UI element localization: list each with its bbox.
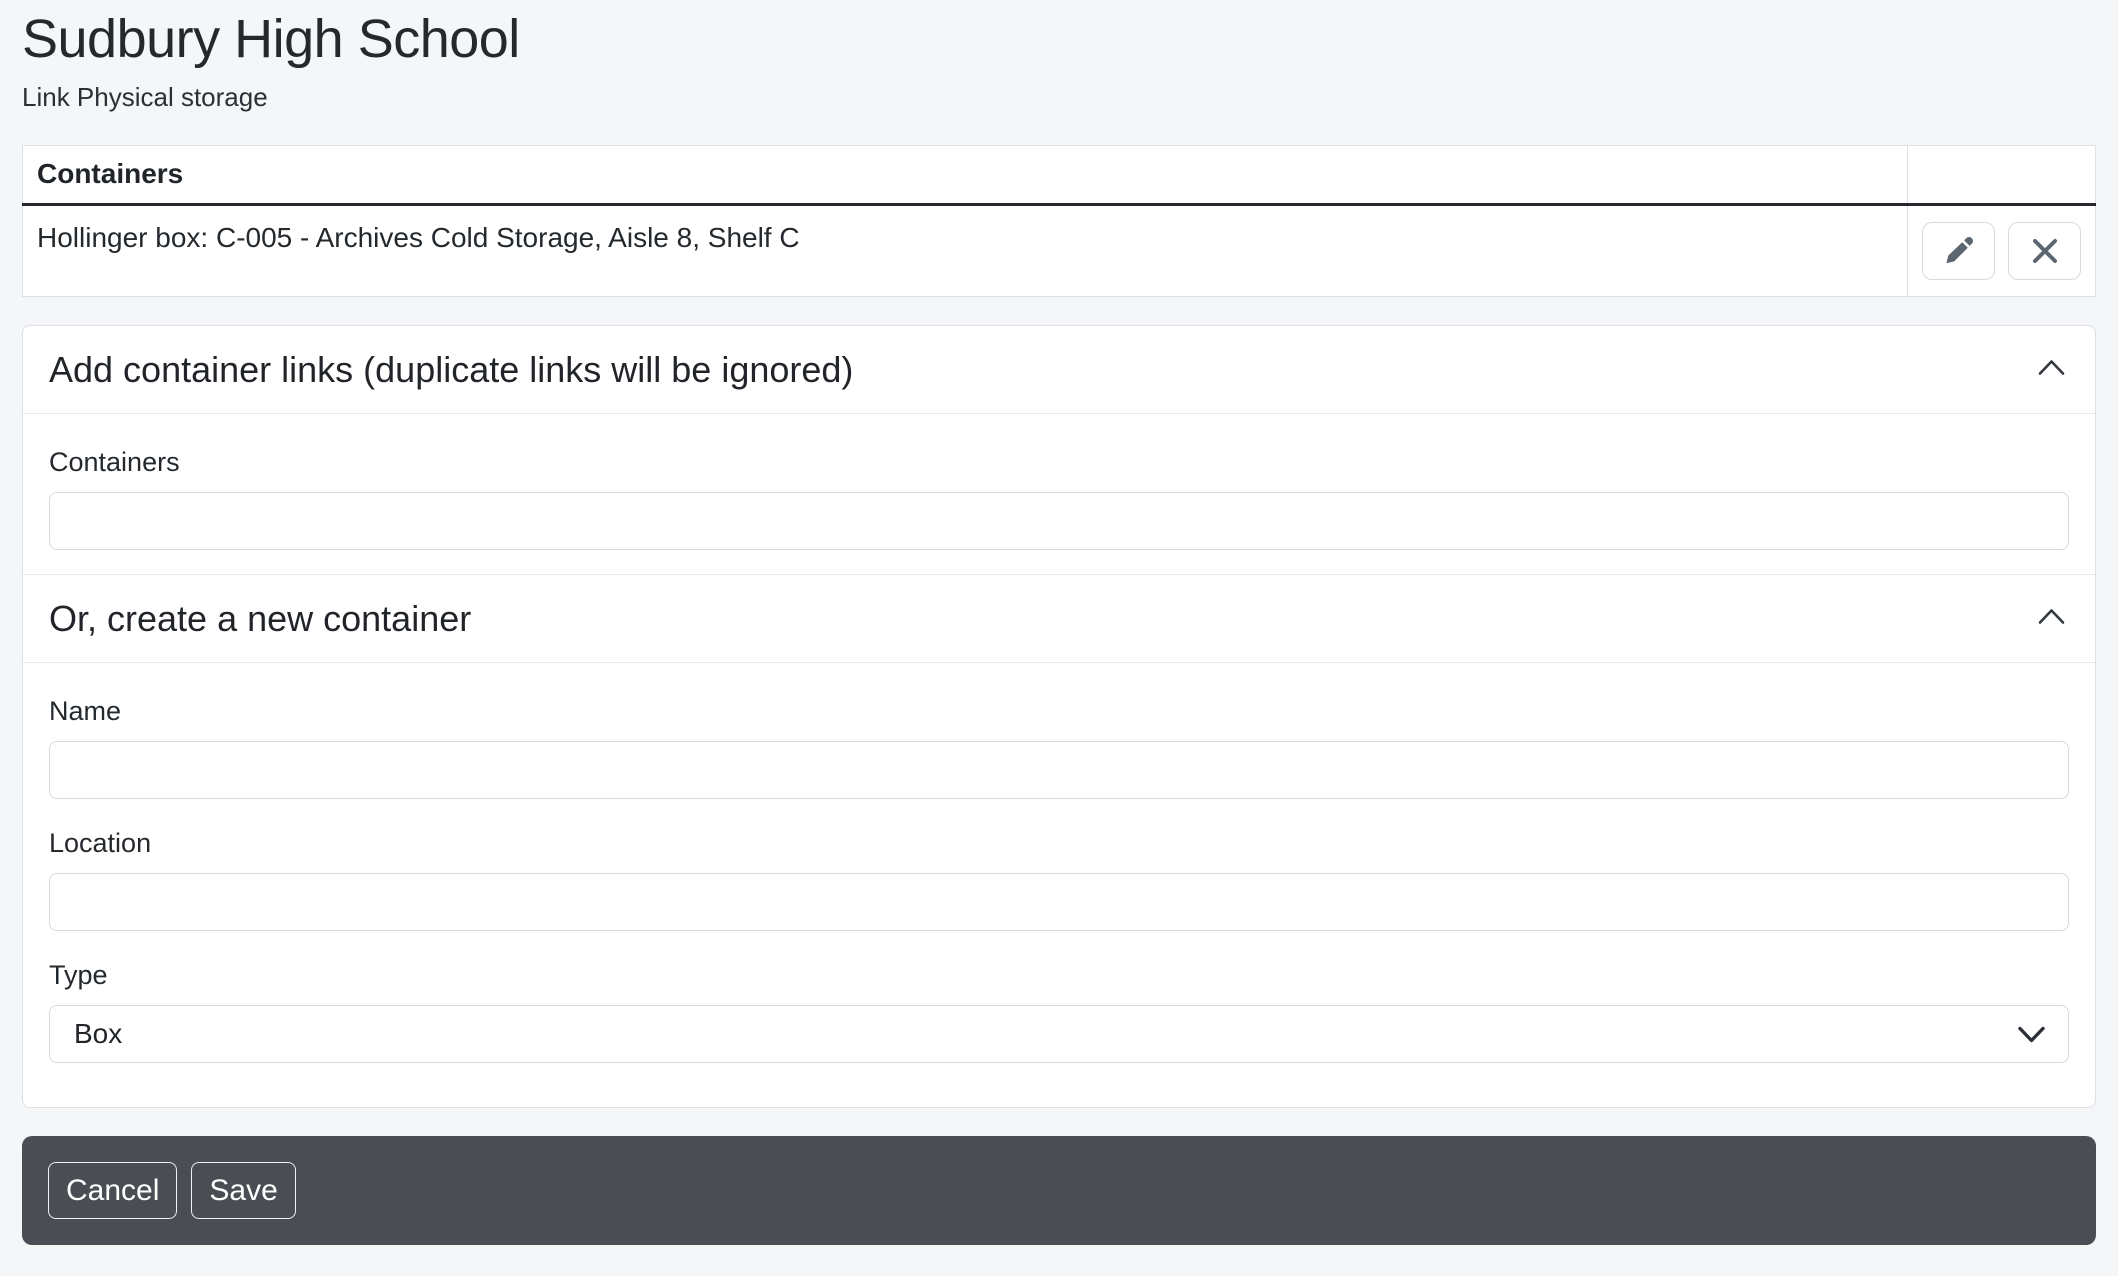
name-input[interactable] xyxy=(49,741,2069,799)
add-container-links-section-body xyxy=(23,414,2095,575)
edit-container-button[interactable] xyxy=(1922,222,1995,280)
location-field-label: Location xyxy=(49,828,152,858)
containers-table-header-row xyxy=(23,146,2096,205)
pencil-icon xyxy=(1942,234,1976,268)
page-subtitle: Link Physical storage xyxy=(22,82,268,112)
type-select[interactable] xyxy=(49,1005,2069,1063)
table-row xyxy=(23,205,2096,297)
cancel-button[interactable]: Cancel xyxy=(48,1162,177,1219)
containers-input[interactable] xyxy=(49,492,2069,550)
x-icon xyxy=(2030,236,2060,266)
add-container-links-section-title: Add container links (duplicate links will be ignored) xyxy=(49,348,854,390)
chevron-down-icon xyxy=(2018,1018,2045,1050)
containers-column-header: Containers xyxy=(23,146,1908,205)
container-link-label: Hollinger box: C-005 - Archives Cold Storage, Aisle 8, Shelf C xyxy=(23,205,1908,297)
containers-field-label: Containers xyxy=(49,447,180,477)
save-button[interactable]: Save xyxy=(191,1162,295,1219)
create-container-section-title: Or, create a new container xyxy=(49,597,472,639)
delete-container-button[interactable] xyxy=(2008,222,2081,280)
form-actions-bar xyxy=(22,1136,2096,1245)
name-field xyxy=(49,691,2069,799)
type-field-label: Type xyxy=(49,960,108,990)
create-container-section-body xyxy=(23,663,2095,1107)
location-input[interactable] xyxy=(49,873,2069,931)
name-field-label: Name xyxy=(49,696,122,726)
type-field xyxy=(49,955,2069,1063)
container-links-card xyxy=(22,325,2096,1108)
actions-column-header xyxy=(1908,146,2096,205)
link-physical-storage-page xyxy=(0,8,2118,1245)
type-select-value: Box xyxy=(74,1018,123,1049)
add-container-links-section-header[interactable] xyxy=(23,326,2095,414)
containers-table xyxy=(22,145,2096,297)
containers-field xyxy=(49,442,2069,550)
create-container-section-header[interactable] xyxy=(23,575,2095,663)
page-title: Sudbury High School xyxy=(22,9,520,69)
row-actions-cell xyxy=(1908,205,2096,297)
location-field xyxy=(49,823,2069,931)
chevron-up-icon[interactable] xyxy=(2038,359,2065,381)
chevron-up-icon[interactable] xyxy=(2038,608,2065,630)
